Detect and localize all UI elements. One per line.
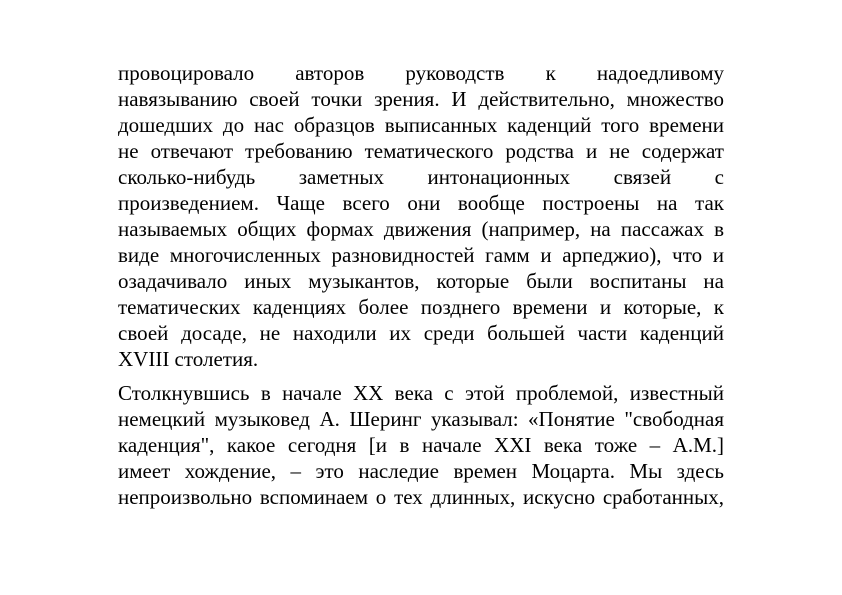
text-line: виде многочисленных разновидностей гамм и арпеджио), что и [118,243,724,267]
text-line: произведением. Чаще всего они вообще построены на так [118,191,724,215]
text-line: не отвечают требованию тематического родства и не содержат [118,139,724,163]
text-line: непроизвольно вспоминаем о тех длинных, искусно сработанных, [118,485,724,509]
text-line: озадачивало иных музыкантов, которые были воспитаны на [118,269,724,293]
body-text [118,60,724,510]
text-line: сколько-нибудь заметных интонационных связей с [118,165,724,189]
text-line: тематических каденциях более позднего времени и которые, к [118,295,724,319]
text-line: своей досаде, не находили их среди большей части каденций [118,321,724,345]
text-line: немецкий музыковед А. Шеринг указывал: «Понятие "свободная [118,407,724,431]
paragraph-spacer [118,372,724,380]
text-line: дошедших до нас образцов выписанных каденций того времени [118,113,724,137]
paragraph-2 [118,380,724,510]
text-line: XVIII столетия. [118,347,259,371]
text-line: Столкнувшись в начале XX века с этой проблемой, известный [118,381,724,405]
text-line: провоцировало авторов руководств к надоедливому [118,61,724,85]
text-line: каденция", какое сегодня [и в начале XXI века тоже – А.М.] [118,433,724,457]
paragraph-1 [118,60,724,372]
text-line: имеет хождение, – это наследие времен Моцарта. Мы здесь [118,459,724,483]
text-line: навязыванию своей точки зрения. И действительно, множество [118,87,724,111]
text-line: называемых общих формах движения (например, на пассажах в [118,217,724,241]
